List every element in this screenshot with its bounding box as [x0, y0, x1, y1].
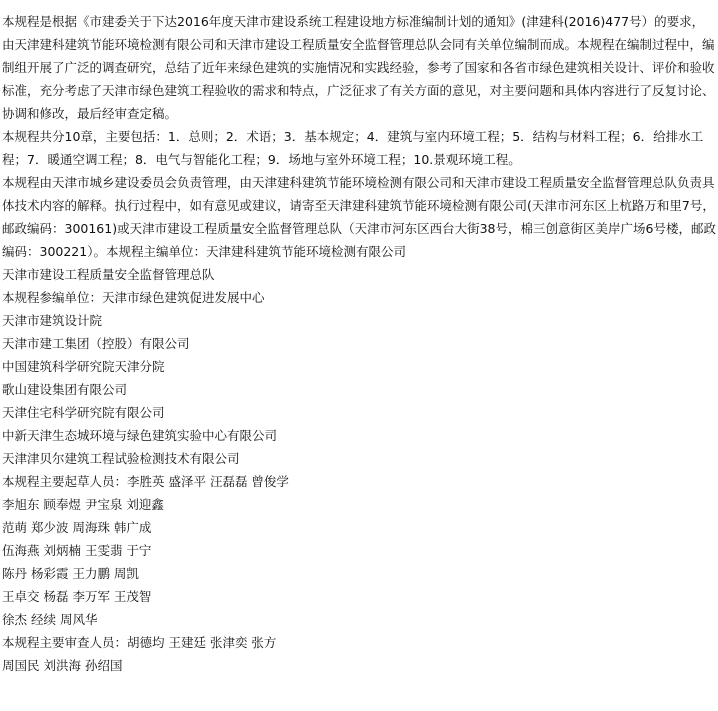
chief-editor-unit-line: 天津市建设工程质量安全监督管理总队: [2, 267, 215, 282]
reviewer-line: 本规程主要审查人员：胡德均 王建廷 张津奕 张方: [2, 635, 277, 650]
participating-unit-line: 本规程参编单位：天津市绿色建筑促进发展中心: [2, 290, 265, 305]
drafter-line: 伍海燕 刘炳楠 王雯翡 于宁: [2, 543, 152, 558]
intro-paragraph: 本规程是根据《市建委关于下达2016年度天津市建设系统工程建设地方标准编制计划的通知》(津建科(2016)477号）的要求，由天津建科建筑节能环境检测有限公司和天津市建设工程质量安全监督管理总队会同有关单位编制而成。本规程在编制过程中，编制组开展了广泛的调查研究，总结了近年来绿色建筑的实施情况和实践经验，参考了国家和各省市绿色建筑相关设计、评价和验收标准，充分考虑了天津市绿色建筑工程验收的需求和特点，广泛征求了有关方面的意见，对主要问题和具体内容进行了反复讨论、协调和修改，最后经审查定稿。: [2, 14, 715, 121]
participating-unit-line: 天津市建筑设计院: [2, 313, 103, 328]
reviewer-line: 周国民 刘洪海 孙绍国: [2, 658, 123, 673]
participating-unit-line: 歌山建设集团有限公司: [2, 382, 128, 397]
chapters-paragraph: 本规程共分10章，主要包括：1．总则；2．术语；3．基本规定；4．建筑与室内环境工程；5．结构与材料工程；6．给排水工程；7．暖通空调工程；8．电气与智能化工程；9．场地与室外环境工程；10.景观环境工程。: [2, 129, 704, 167]
participating-unit-line: 天津住宅科学研究院有限公司: [2, 405, 165, 420]
drafter-line: 范萌 郑少波 周海珠 韩广成: [2, 520, 152, 535]
participating-unit-line: 天津市建工集团（控股）有限公司: [2, 336, 190, 351]
drafter-line: 王卓交 杨磊 李万军 王茂智: [2, 589, 152, 604]
drafter-line: 李旭东 顾奉煜 尹宝泉 刘迎鑫: [2, 497, 164, 512]
participating-unit-line: 中新天津生态城环境与绿色建筑实验中心有限公司: [2, 428, 278, 443]
drafter-line: 陈丹 杨彩霞 王力鹏 周凯: [2, 566, 139, 581]
drafter-line: 徐杰 经续 周风华: [2, 612, 98, 627]
participating-unit-line: 中国建筑科学研究院天津分院: [2, 359, 165, 374]
management-paragraph: 本规程由天津市城乡建设委员会负责管理，由天津建科建筑节能环境检测有限公司和天津市建设工程质量安全监督管理总队负责具体技术内容的解释。执行过程中，如有意见或建议，请寄至天津建科建筑节能环境检测有限公司(天津市河东区上杭路万和里7号，邮政编码：300161)或天津市建设工程质量安全监督管理总队（天津市河东区西台大街38号，棉三创意街区美岸广场6号楼，邮政编码：300221）。本规程主编单位：天津建科建筑节能环境检测有限公司: [2, 175, 716, 259]
participating-unit-line: 天津津贝尔建筑工程试验检测技术有限公司: [2, 451, 240, 466]
drafter-line: 本规程主要起草人员：李胜英 盛泽平 汪磊磊 曾俊学: [2, 474, 289, 489]
